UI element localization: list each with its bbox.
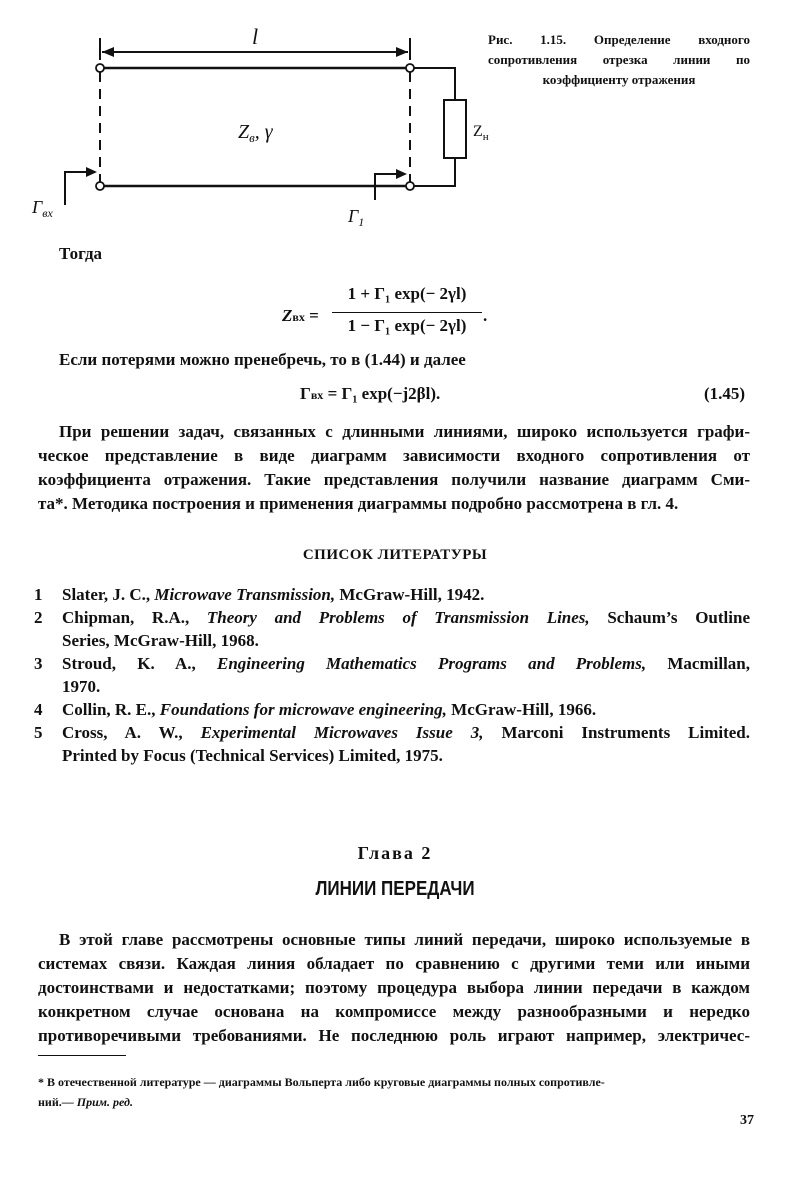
gamma-in-arrowhead xyxy=(86,167,97,177)
arrowhead-right xyxy=(396,47,408,57)
footnote-line-2: ний.— Прим. ред. xyxy=(38,1095,133,1109)
para-line: достоинствами и недостатками; поэтому процедура выбора линии передачи в каждом xyxy=(38,978,750,997)
reference-number: 3 xyxy=(34,654,43,673)
para-line: ческое представление в виде диаграмм зависимости входного сопротивления от xyxy=(38,446,750,465)
equation-number: (1.45) xyxy=(704,384,746,403)
label-gamma-1: $\Gamma_1$ xyxy=(348,206,365,229)
footnote-rule xyxy=(38,1055,126,1056)
para-line: системах связи. Каждая линия обладает по сравнению с другими теми или иными xyxy=(38,954,750,973)
para-line: В этой главе рассмотрены основные типы линий передачи, широко используемые в xyxy=(59,930,750,949)
reference-item: 4 Collin, R. E., Foundations for microwave engineering, McGraw-Hill, 1966. xyxy=(34,700,597,719)
reference-number: 2 xyxy=(34,608,43,627)
transmission-line-figure xyxy=(0,0,489,235)
paragraph-losses: Если потерями можно пренебречь, то в (1.44) и далее xyxy=(59,350,466,369)
text-togda: Тогда xyxy=(59,244,103,263)
equation-gamma-in: Γвх = Γ₁ exp(−j2βl). xyxy=(300,384,441,403)
load-resistor xyxy=(444,100,466,158)
footnote-line-1: * В отечественной литературе — диаграммы Вольперта либо круговые диаграммы полных сопротивле- xyxy=(38,1075,605,1089)
footnote xyxy=(38,1072,750,1112)
terminal-top-left xyxy=(96,64,104,72)
chapter-title: ЛИНИИ ПЕРЕДАЧИ xyxy=(315,878,475,900)
para-line: противоречивыми требованиями. Не последнюю роль играют например, электричес- xyxy=(38,1026,750,1045)
page-number: 37 xyxy=(740,1113,754,1128)
load-wire-bottom xyxy=(410,158,455,186)
label-length: l xyxy=(252,24,259,49)
reference-item: 1 Slater, J. C., Microwave Transmission, McGraw-Hill, 1942. xyxy=(34,585,485,604)
caption-line-3: коэффициенту отражения xyxy=(542,72,696,87)
terminal-bottom-left xyxy=(96,182,104,190)
gamma-1-arrowhead xyxy=(396,169,407,179)
equation-zin-numerator: 1 + Γ₁ exp(− 2γl) xyxy=(347,284,467,303)
caption-line-2: сопротивления отрезка линии по xyxy=(488,52,750,67)
para-line: При решении задач, связанных с длинными линиями, широко используется графи- xyxy=(59,422,750,441)
reference-item: 3 Stroud, K. A., Engineering Mathematics Programs and Problems, Macmillan, 1970. xyxy=(34,654,750,696)
equation-zin-period: . xyxy=(483,306,488,325)
chapter-number: Глава 2 xyxy=(357,843,433,863)
fraction-bar xyxy=(332,312,482,313)
label-load: $Z_н$ xyxy=(473,123,489,143)
reference-number: 5 xyxy=(34,723,43,742)
para-line: коэффициента отражения. Такие представления получили название диаграмм Сми- xyxy=(38,470,750,489)
label-gamma-in: $\Gamma_{вх}$ xyxy=(32,197,53,220)
para-line: конкретном случае основана на компромиссе между разнообразными и нередко xyxy=(38,1002,750,1021)
caption-line-1: Рис. 1.15. Определение входного xyxy=(488,32,750,47)
paragraph-smith-chart xyxy=(38,420,750,516)
equation-zin-lhs: Zвх = xyxy=(282,306,319,325)
reference-number: 4 xyxy=(34,700,43,719)
chapter-intro-paragraph xyxy=(38,928,750,1048)
references-heading: СПИСОК ЛИТЕРАТУРЫ xyxy=(302,547,488,563)
reference-number: 1 xyxy=(34,585,43,604)
terminal-bottom-right xyxy=(406,182,414,190)
label-impedance: $Z_в$, γ xyxy=(238,121,273,145)
reference-item: 2 Chipman, R.A., Theory and Problems of Transmission Lines, Schaum’s Outline Series, McGraw-Hill, 1968. xyxy=(34,608,750,650)
load-wire-top xyxy=(410,68,455,100)
equation-zin-denominator: 1 − Γ₁ exp(− 2γl) xyxy=(347,316,467,335)
para-line: та*. Методика построения и применения диаграммы подробно рассмотрена в гл. 4. xyxy=(38,494,679,513)
reference-item: 5 Cross, A. W., Experimental Microwaves Issue 3, Marconi Instruments Limited. Printed by Focus (Technical Services) Limited, 1975. xyxy=(34,723,750,765)
figure-caption xyxy=(488,30,750,90)
terminal-top-right xyxy=(406,64,414,72)
gamma-in-arrow xyxy=(65,172,94,205)
arrowhead-left xyxy=(102,47,114,57)
